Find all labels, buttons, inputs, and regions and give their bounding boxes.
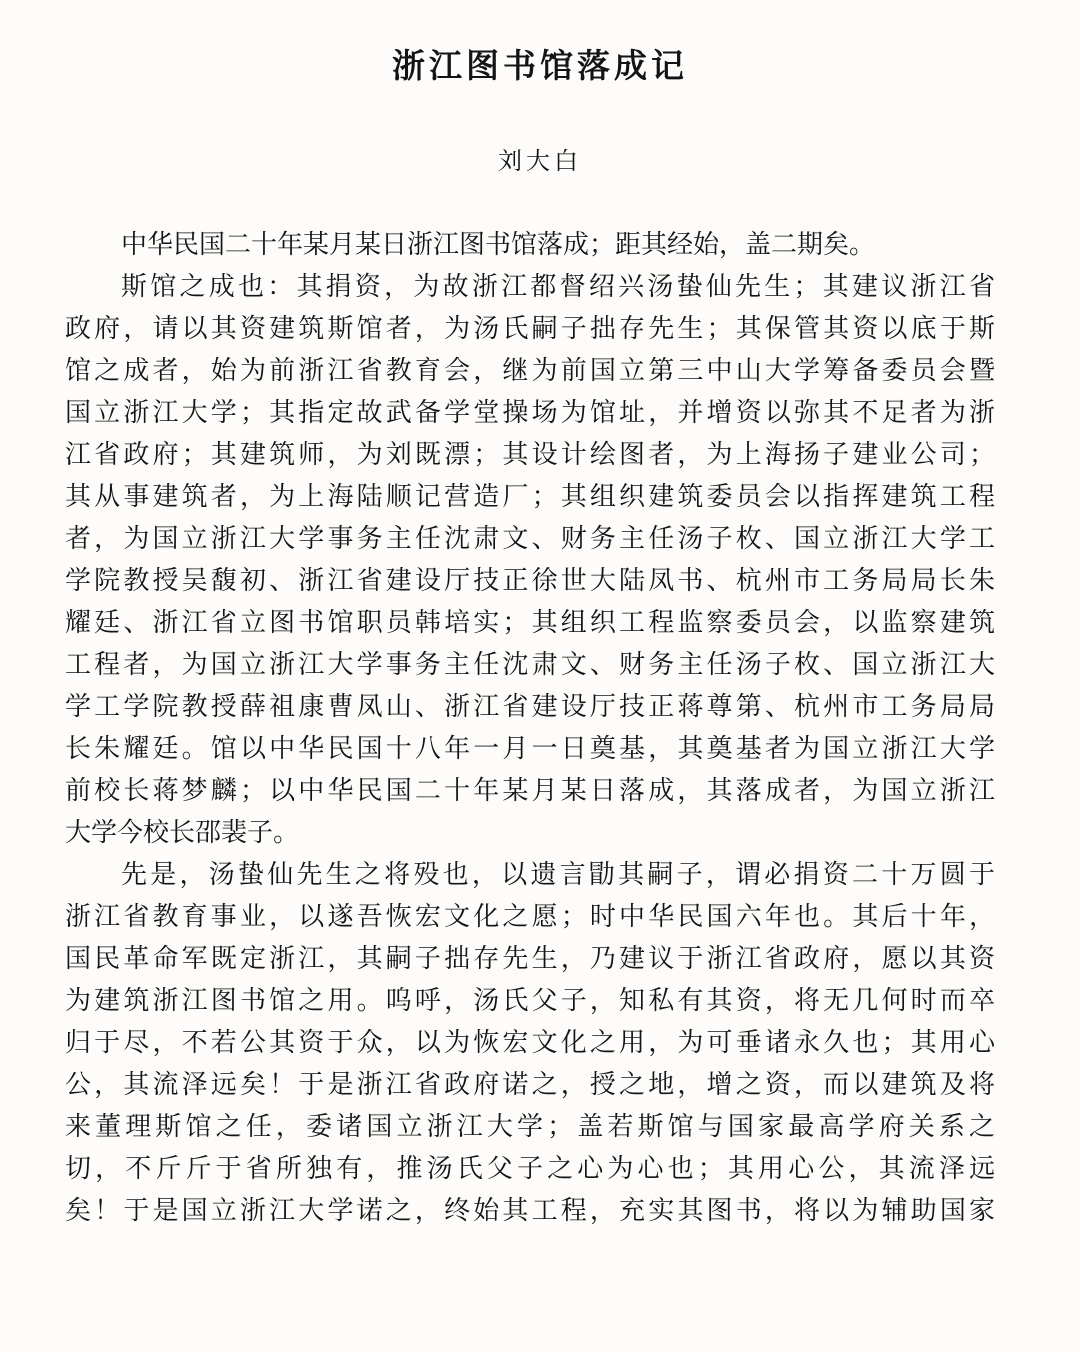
text-line: 大学今校长邵裴子。 — [65, 818, 300, 848]
text-line: 馆之成者，始为前浙江省教育会，继为前国立第三中山大学筹备委员会暨 — [65, 356, 995, 386]
text-line: 学工学院教授薛祖康曹凤山、浙江省建设厅技正蒋尊第、杭州市工务局局 — [65, 692, 995, 722]
paragraph-2 — [65, 266, 995, 854]
text-line: 前校长蒋梦麟；以中华民国二十年某月某日落成，其落成者，为国立浙江 — [65, 776, 995, 806]
text-line: 斯馆之成也：其捐资，为故浙江都督绍兴汤蛰仙先生；其建议浙江省 — [121, 272, 995, 302]
text-line: 者，为国立浙江大学事务主任沈肃文、财务主任汤子枚、国立浙江大学工 — [65, 524, 995, 554]
text-line: 长朱耀廷。馆以中华民国十八年一月一日奠基，其奠基者为国立浙江大学 — [65, 734, 995, 764]
text-line: 矣！于是国立浙江大学诺之，终始其工程，充实其图书，将以为辅助国家 — [65, 1196, 995, 1226]
author-name: 刘大白 — [498, 147, 582, 175]
text-line: 公，其流泽远矣！于是浙江省政府诺之，授之地，增之资，而以建筑及将 — [65, 1070, 995, 1100]
text-line: 先是，汤蛰仙先生之将殁也，以遗言勖其嗣子，谓必捐资二十万圆于 — [121, 860, 995, 890]
text-line: 工程者，为国立浙江大学事务主任沈肃文、财务主任汤子枚、国立浙江大 — [65, 650, 995, 680]
text-line: 江省政府；其建筑师，为刘既漂；其设计绘图者，为上海扬子建业公司； — [65, 440, 995, 470]
text-line: 为建筑浙江图书馆之用。呜呼，汤氏父子，知私有其资，将无几何时而卒 — [65, 986, 995, 1016]
text-line: 来董理斯馆之任，委诸国立浙江大学；盖若斯馆与国家最高学府关系之 — [65, 1112, 995, 1142]
text-line: 国民革命军既定浙江，其嗣子拙存先生，乃建议于浙江省政府，愿以其资 — [65, 944, 995, 974]
text-line: 耀廷、浙江省立图书馆职员韩培实；其组织工程监察委员会，以监察建筑 — [65, 608, 995, 638]
text-line: 国立浙江大学；其指定故武备学堂操场为馆址，并增资以弥其不足者为浙 — [65, 398, 995, 428]
text-line: 切，不斤斤于省所独有，推汤氏父子之心为心也；其用心公，其流泽远 — [65, 1154, 995, 1184]
paragraph-3 — [65, 854, 995, 1232]
text-line: 政府，请以其资建筑斯馆者，为汤氏嗣子拙存先生；其保管其资以底于斯 — [65, 314, 995, 344]
text-line: 浙江省教育事业，以遂吾恢宏文化之愿；时中华民国六年也。其后十年， — [65, 902, 995, 932]
text-line: 中华民国二十年某月某日浙江图书馆落成；距其经始，盖二期矣。 — [121, 230, 876, 260]
paragraph-1 — [65, 224, 995, 266]
text-line: 其从事建筑者，为上海陆顺记营造厂；其组织建筑委员会以指挥建筑工程 — [65, 482, 995, 512]
text-line: 归于尽，不若公其资于众，以为恢宏文化之用，为可垂诸永久也；其用心 — [65, 1028, 995, 1058]
document-body — [65, 224, 995, 1232]
text-line: 学院教授吴馥初、浙江省建设厅技正徐世大陆凤书、杭州市工务局局长朱 — [65, 566, 995, 596]
document-title: 浙江图书馆落成记 — [392, 46, 688, 85]
